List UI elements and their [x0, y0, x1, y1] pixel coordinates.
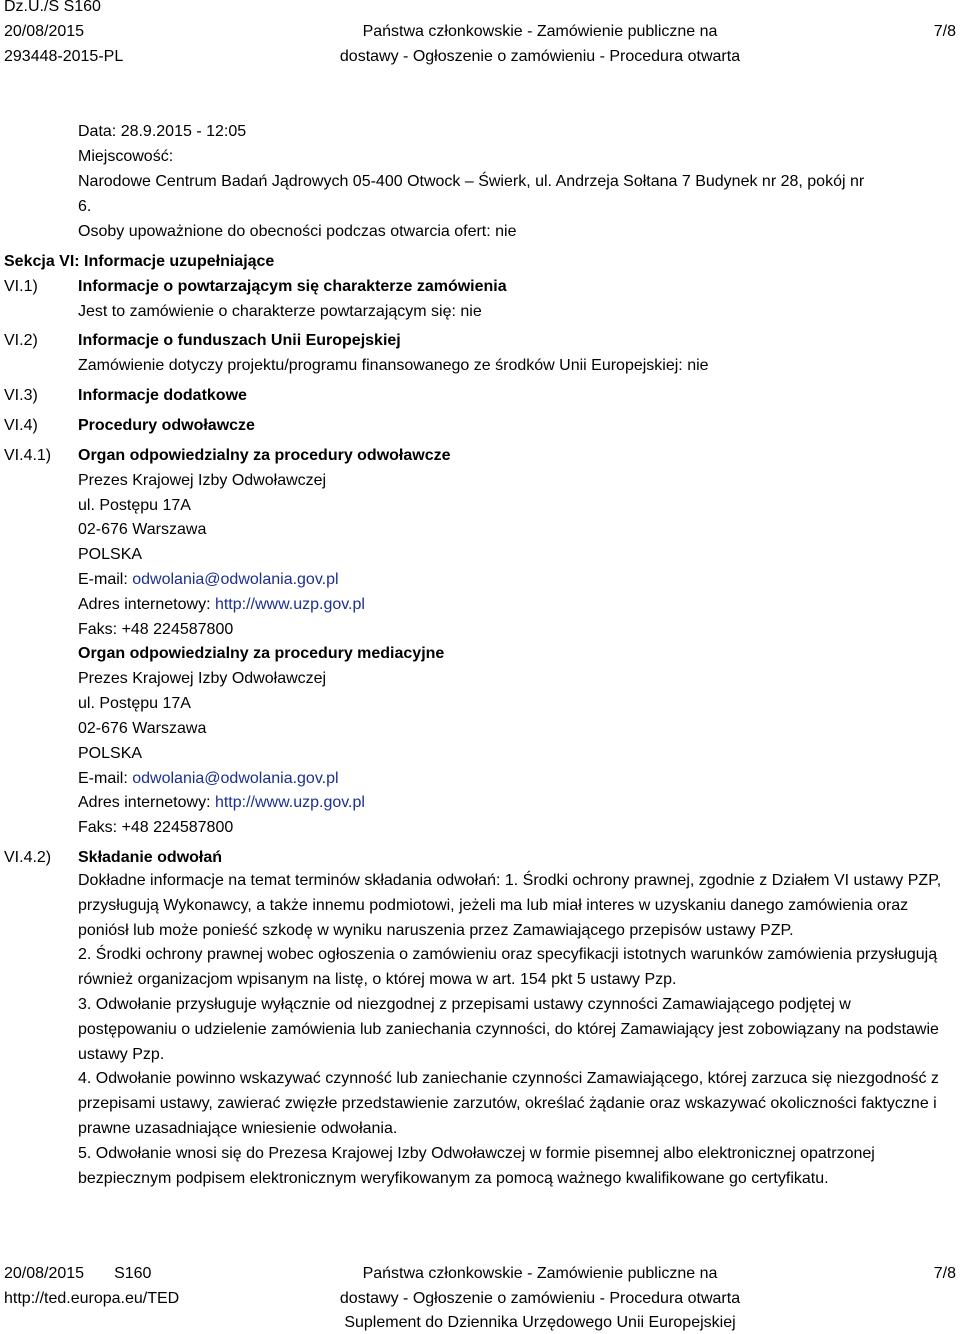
- footer-title-line2: dostawy - Ogłoszenie o zamówieniu - Procedura otwarta: [339, 1290, 741, 1307]
- mediation-body-city: 02-676 Warszawa: [78, 720, 207, 737]
- vi41-number: VI.4.1): [4, 447, 52, 464]
- place-line1: Narodowe Centrum Badań Jądrowych 05-400 Otwock – Świerk, ul. Andrzeja Sołtana 7 Budynek nr 28, pokój nr: [78, 173, 865, 190]
- review-body-city: 02-676 Warszawa: [78, 521, 207, 538]
- section-title: Sekcja VI: Informacje uzupełniające: [4, 253, 275, 270]
- email-label: E-mail:: [78, 571, 133, 588]
- review-body-country: POLSKA: [78, 546, 143, 563]
- place-line2: 6.: [78, 198, 92, 215]
- web-label: Adres internetowy:: [78, 596, 215, 613]
- mediation-heading: Organ odpowiedzialny za procedury mediacyjne: [78, 645, 445, 662]
- persons-line: Osoby upoważnione do obecności podczas otwarcia ofert: nie: [78, 223, 517, 240]
- mediation-body-street: ul. Postępu 17A: [78, 695, 191, 712]
- appeals-heading: Składanie odwołań: [78, 849, 223, 866]
- vi3-heading: Informacje dodatkowe: [78, 387, 247, 404]
- vi2-number: VI.2): [4, 332, 38, 349]
- vi1-number: VI.1): [4, 278, 38, 295]
- review-body-name: Prezes Krajowej Izby Odwoławczej: [78, 472, 327, 489]
- review-body-heading: Organ odpowiedzialny za procedury odwoławcze: [78, 447, 451, 464]
- mediation-body-name: Prezes Krajowej Izby Odwoławczej: [78, 670, 327, 687]
- vi2-text: Zamówienie dotyczy projektu/programu finansowanego ze środków Unii Europejskiej: nie: [78, 357, 709, 374]
- place-label: Miejscowość:: [78, 148, 174, 165]
- footer-issue: S160: [114, 1265, 152, 1282]
- review-body-fax: Faks: +48 224587800: [78, 621, 234, 638]
- review-body-web: [78, 595, 365, 615]
- web-link[interactable]: http://www.uzp.gov.pl: [214, 596, 365, 613]
- doc-ref: Dz.U./S S160: [4, 0, 101, 15]
- appeals-text: [78, 869, 948, 1191]
- mediation-body-country: POLSKA: [78, 745, 143, 762]
- email-label: E-mail:: [78, 770, 133, 787]
- web-link[interactable]: http://www.uzp.gov.pl: [214, 794, 365, 811]
- footer-date-issue: [4, 1264, 151, 1284]
- mediation-body-web: [78, 793, 365, 813]
- email-link[interactable]: odwolania@odwolania.gov.pl: [132, 571, 339, 588]
- vi2-heading: Informacje o funduszach Unii Europejskiej: [78, 332, 401, 349]
- header-date: 20/08/2015: [4, 23, 85, 40]
- mediation-body-fax: Faks: +48 224587800: [78, 819, 234, 836]
- header-title-line2: dostawy - Ogłoszenie o zamówieniu - Procedura otwarta: [339, 48, 741, 65]
- review-body-street: ul. Postępu 17A: [78, 497, 191, 514]
- vi4-number: VI.4): [4, 417, 38, 434]
- footer-url[interactable]: http://ted.europa.eu/TED: [4, 1290, 180, 1307]
- review-body-email: [78, 570, 339, 590]
- footer-title-line1: Państwa członkowskie - Zamówienie publiczne na: [362, 1265, 718, 1282]
- web-label: Adres internetowy:: [78, 794, 215, 811]
- mediation-body-email: [78, 769, 339, 789]
- appeals-paragraph-3: 3. Odwołanie przysługuje wyłącznie od niezgodnej z przepisami ustawy czynności Zamawiającego podjętej w postępowaniu o udzielenie zamówienia lub zaniechania czynności, do której Zamawiający jest zobowiązany na podstawie ustawy Pzp.: [78, 995, 939, 1063]
- header-title-line1: Państwa członkowskie - Zamówienie publiczne na: [362, 23, 718, 40]
- notice-id: 293448-2015-PL: [4, 48, 124, 65]
- vi1-text: Jest to zamówienie o charakterze powtarzającym się: nie: [78, 303, 482, 320]
- opening-date: Data: 28.9.2015 - 12:05: [78, 123, 247, 140]
- header-page: 7/8: [933, 23, 956, 40]
- email-link[interactable]: odwolania@odwolania.gov.pl: [132, 770, 339, 787]
- vi1-heading: Informacje o powtarzającym się charakterze zamówienia: [78, 278, 507, 295]
- vi4-heading: Procedury odwoławcze: [78, 417, 255, 434]
- appeals-paragraph-2: 2. Środki ochrony prawnej wobec ogłoszenia o zamówieniu oraz specyfikacji istotnych warunków zamówienia przysługują również organizacjom wpisanym na listę, o której mowa w art. 154 pkt 5 ustawy Pzp.: [78, 946, 938, 989]
- footer-page: 7/8: [933, 1265, 956, 1282]
- appeals-paragraph-4: 4. Odwołanie powinno wskazywać czynność lub zaniechanie czynności Zamawiającego, której zarzuca się niezgodność z przepisami ustawy, zawierać zwięzłe przedstawienie zarzutów, określać żądanie oraz wskazywać okoliczności faktyczne i prawne uzasadniające wniesienie odwołania.: [78, 1070, 939, 1137]
- footer-date: 20/08/2015: [4, 1265, 85, 1282]
- appeals-paragraph-1: Dokładne informacje na temat terminów składania odwołań: 1. Środki ochrony prawnej, zgodnie z Działem VI ustawy PZP, przysługują Wykonawcy, a także innemu podmiotowi, jeżeli ma lub miał interes w uzyskaniu danego zamówienia oraz poniósł lub może ponieść szkodę w wyniku naruszenia przez Zamawiającego przepisów ustawy PZP.: [78, 872, 942, 939]
- vi3-number: VI.3): [4, 387, 38, 404]
- footer-title-line3: Suplement do Dziennika Urzędowego Unii Europejskiej: [344, 1314, 736, 1331]
- appeals-paragraph-5: 5. Odwołanie wnosi się do Prezesa Krajowej Izby Odwoławczej w formie pisemnej albo elektronicznej opatrzonej bezpiecznym podpisem elektronicznym weryfikowanym za pomocą ważnego kwalifikowane go certyfikatu.: [78, 1144, 875, 1187]
- vi42-number: VI.4.2): [4, 849, 52, 866]
